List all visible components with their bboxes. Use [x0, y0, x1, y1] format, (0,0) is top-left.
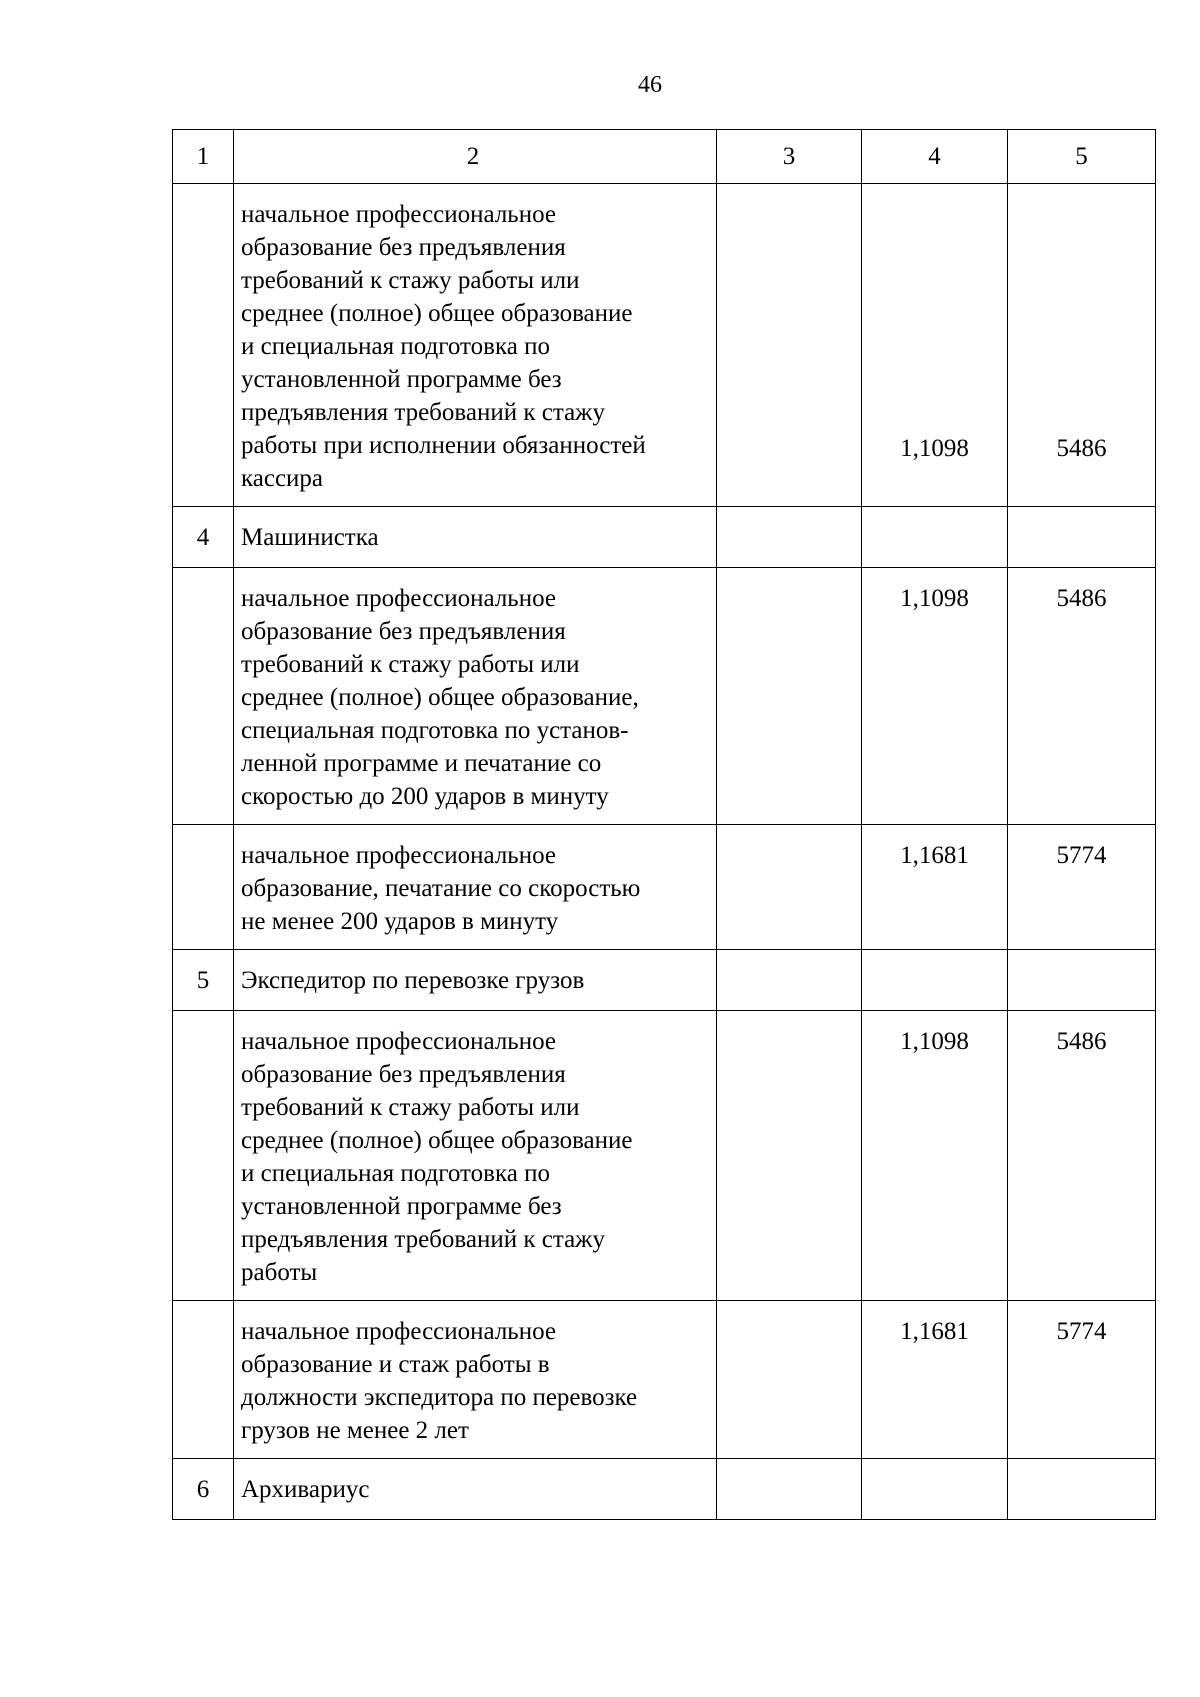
table-row: [173, 184, 1156, 507]
row-salary: [1008, 1459, 1156, 1520]
row-coefficient: 1,1098: [862, 1011, 1008, 1301]
table-row: [173, 1011, 1156, 1301]
header-col-4: 4: [862, 130, 1008, 184]
row-salary: 5486: [1008, 568, 1156, 825]
table-row: [173, 568, 1156, 825]
row-position-title: Экспедитор по перевозке грузов: [234, 950, 717, 1011]
row-description: начальное профессиональное образование, печатание со скоростью не менее 200 ударов в минуту: [234, 825, 717, 950]
header-col-2: 2: [234, 130, 717, 184]
row-number: [173, 825, 234, 950]
row-description: начальное профессиональное образование без предъявления требований к стажу работы или среднее (полное) общее образование, специальная подготовка по установ- ленной программе и печатание со скоростью до 200 ударов в минуту: [234, 568, 717, 825]
row-number: 4: [173, 507, 234, 568]
row-salary: 5486: [1008, 1011, 1156, 1301]
row-number: [173, 1301, 234, 1459]
header-col-3: 3: [717, 130, 862, 184]
row-col-3: [717, 1301, 862, 1459]
row-salary: 5774: [1008, 825, 1156, 950]
row-col-3: [717, 1011, 862, 1301]
row-coefficient: [862, 950, 1008, 1011]
table-row: [173, 1301, 1156, 1459]
row-number: 6: [173, 1459, 234, 1520]
salary-table: [172, 129, 1156, 1520]
row-number: [173, 568, 234, 825]
header-col-1: 1: [173, 130, 234, 184]
page-number: 46: [638, 72, 662, 98]
row-col-3: [717, 950, 862, 1011]
row-col-3: [717, 507, 862, 568]
row-col-3: [717, 1459, 862, 1520]
table-row: [173, 950, 1156, 1011]
table-row: [173, 1459, 1156, 1520]
row-description: начальное профессиональное образование без предъявления требований к стажу работы или среднее (полное) общее образование и специальная подготовка по установленной программе без предъявления требований к стажу работы: [234, 1011, 717, 1301]
row-col-3: [717, 825, 862, 950]
row-position-title: Машинистка: [234, 507, 717, 568]
row-description: начальное профессиональное образование без предъявления требований к стажу работы или среднее (полное) общее образование и специальная подготовка по установленной программе без предъявления требований к стажу работы при исполнении обязанностей кассира: [234, 184, 717, 507]
row-coefficient: 1,1681: [862, 825, 1008, 950]
row-number: [173, 184, 234, 507]
row-number: 5: [173, 950, 234, 1011]
row-description: начальное профессиональное образование и стаж работы в должности экспедитора по перевозке грузов не менее 2 лет: [234, 1301, 717, 1459]
table-row: [173, 507, 1156, 568]
row-col-3: [717, 184, 862, 507]
row-col-3: [717, 568, 862, 825]
row-coefficient: 1,1098: [862, 184, 1008, 507]
row-number: [173, 1011, 234, 1301]
row-coefficient: [862, 507, 1008, 568]
row-coefficient: [862, 1459, 1008, 1520]
row-position-title: Архивариус: [234, 1459, 717, 1520]
row-salary: 5774: [1008, 1301, 1156, 1459]
row-salary: [1008, 507, 1156, 568]
row-coefficient: 1,1098: [862, 568, 1008, 825]
table-row: [173, 825, 1156, 950]
header-col-5: 5: [1008, 130, 1156, 184]
table-header-row: [173, 130, 1156, 184]
row-salary: [1008, 950, 1156, 1011]
row-coefficient: 1,1681: [862, 1301, 1008, 1459]
row-salary: 5486: [1008, 184, 1156, 507]
